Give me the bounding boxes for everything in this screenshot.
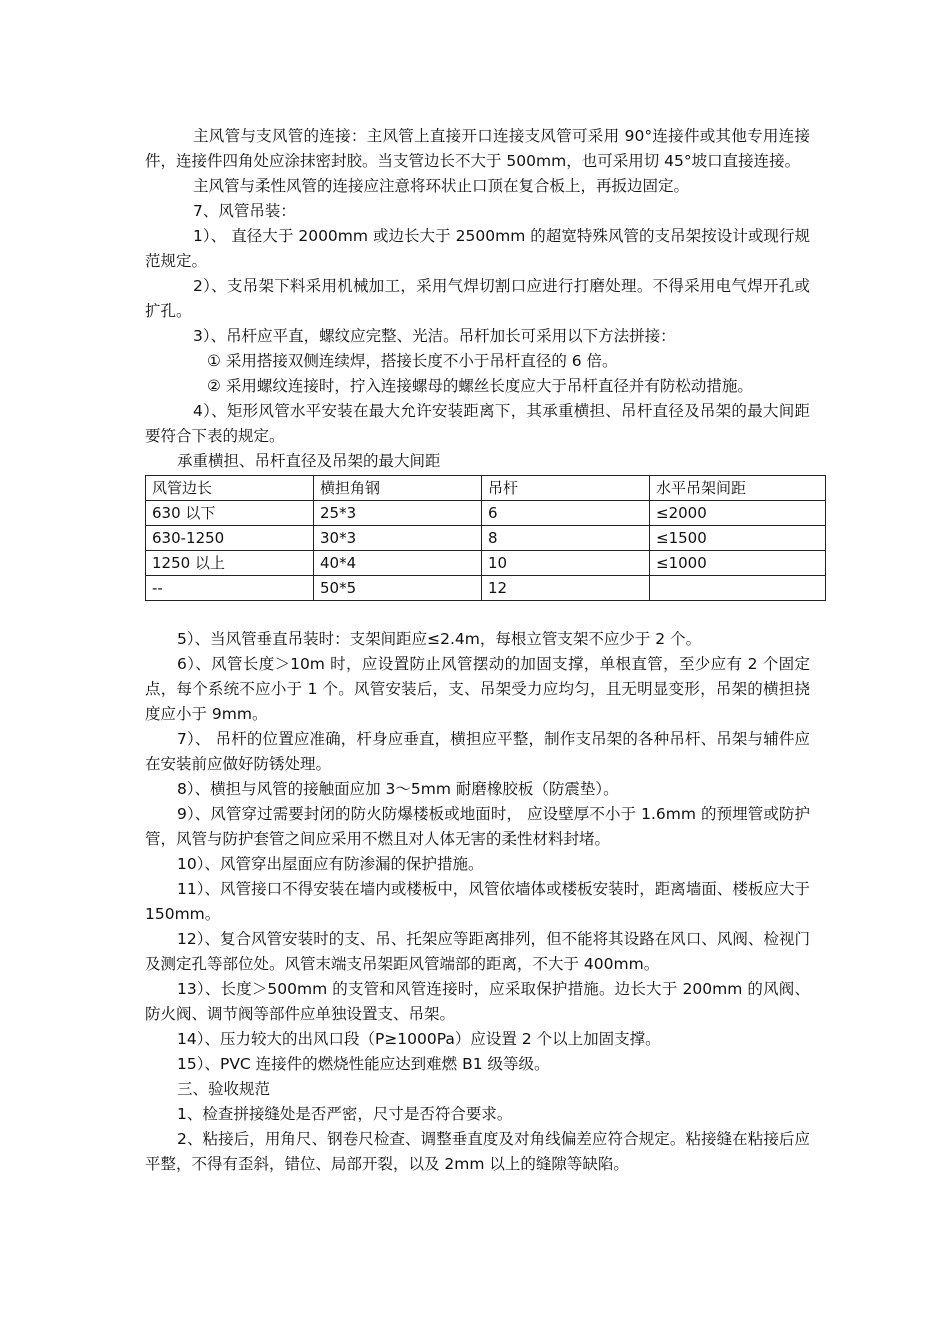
paragraph: 1）、 直径大于 2000mm 或边长大于 2500mm 的超宽特殊风管的支吊架按设计或现行规范规定。 bbox=[145, 227, 810, 270]
spacing-table bbox=[145, 475, 826, 601]
table-cell: 630-1250 bbox=[146, 526, 314, 551]
paragraph: 2）、支吊架下料采用机械加工，采用气焊切割口应进行打磨处理。不得采用电气焊开孔或扩孔。 bbox=[145, 277, 810, 320]
table-header-cell: 水平吊架间距 bbox=[650, 476, 826, 501]
section-heading: 三、验收规范 bbox=[177, 1080, 271, 1098]
paragraph: 1、检查拼接缝处是否严密，尺寸是否符合要求。 bbox=[177, 1105, 513, 1123]
table-header-row bbox=[146, 476, 826, 501]
table-cell: ≤1500 bbox=[650, 526, 826, 551]
paragraph: 13）、长度＞500mm 的支管和风管连接时，应采取保护措施。边长大于 200mm 的风阀、防火阀、调节阀等部件应单独设置支、吊架。 bbox=[145, 980, 810, 1023]
paragraph: 12）、复合风管安装时的支、吊、托架应等距离排列，但不能将其设路在风口、风阀、检视门及测定孔等部位处。风管末端支吊架距风管端部的距离，不大于 400mm。 bbox=[145, 930, 810, 973]
paragraph: 10）、风管穿出屋面应有防渗漏的保护措施。 bbox=[177, 855, 484, 873]
paragraph: 14）、压力较大的出风口段（P≥1000Pa）应设置 2 个以上加固支撑。 bbox=[177, 1030, 661, 1048]
list-item: ① 采用搭接双侧连续焊，搭接长度不小于吊杆直径的 6 倍。 bbox=[207, 352, 618, 370]
table-cell: 6 bbox=[482, 501, 650, 526]
table-header-cell: 横担角钢 bbox=[314, 476, 482, 501]
table-cell: 30*3 bbox=[314, 526, 482, 551]
paragraph: 8）、横担与风管的接触面应加 3～5mm 耐磨橡胶板（防震垫）。 bbox=[177, 780, 619, 798]
table-cell: ≤1000 bbox=[650, 551, 826, 576]
table-cell: 630 以下 bbox=[146, 501, 314, 526]
paragraph: 11）、风管接口不得安装在墙内或楼板中，风管依墙体或楼板安装时，距离墙面、楼板应大于 150mm。 bbox=[145, 880, 810, 923]
table-cell: ≤2000 bbox=[650, 501, 826, 526]
paragraph: 4）、矩形风管水平安装在最大允许安装距离下，其承重横担、吊杆直径及吊架的最大间距要符合下表的规定。 bbox=[145, 402, 810, 445]
table-header-cell: 风管边长 bbox=[146, 476, 314, 501]
paragraph: 7）、 吊杆的位置应准确，杆身应垂直，横担应平整，制作支吊架的各种吊杆、吊架与辅件应在安装前应做好防锈处理。 bbox=[145, 730, 810, 773]
table-cell: 50*5 bbox=[314, 576, 482, 601]
table-cell: 40*4 bbox=[314, 551, 482, 576]
paragraph: 5）、当风管垂直吊装时：支架间距应≤2.4m，每根立管支架不应少于 2 个。 bbox=[177, 630, 702, 648]
table-header-cell: 吊杆 bbox=[482, 476, 650, 501]
paragraph: 主风管与柔性风管的连接应注意将环状止口顶在复合板上，再扳边固定。 bbox=[193, 177, 690, 195]
table-cell: 10 bbox=[482, 551, 650, 576]
table-cell: 8 bbox=[482, 526, 650, 551]
table-row bbox=[146, 551, 826, 576]
table-caption: 承重横担、吊杆直径及吊架的最大间距 bbox=[177, 452, 441, 470]
paragraph: 3）、吊杆应平直，螺纹应完整、光洁。吊杆加长可采用以下方法拼接： bbox=[193, 327, 676, 345]
table-cell: 25*3 bbox=[314, 501, 482, 526]
table-row bbox=[146, 501, 826, 526]
paragraph: 2、粘接后，用角尺、钢卷尺检查、调整垂直度及对角线偏差应符合规定。粘接缝在粘接后应平整，不得有歪斜，错位、局部开裂，以及 2mm 以上的缝隙等缺陷。 bbox=[145, 1130, 810, 1173]
table-cell bbox=[650, 576, 826, 601]
paragraph: 6）、风管长度＞10m 时，应设置防止风管摆动的加固支撑，单根直管，至少应有 2 个固定点，每个系统不应小于 1 个。风管安装后，支、吊架受力应均匀，且无明显变形，吊架的横担挠度应小于 9mm。 bbox=[145, 655, 810, 723]
paragraph: 9）、风管穿过需要封闭的防火防爆楼板或地面时， 应设壁厚不小于 1.6mm 的预埋管或防护管，风管与防护套管之间应采用不燃且对人体无害的柔性材料封堵。 bbox=[145, 805, 810, 848]
table-cell: 12 bbox=[482, 576, 650, 601]
paragraph: 15）、PVC 连接件的燃烧性能应达到难燃 B1 级等级。 bbox=[177, 1055, 550, 1073]
table-cell: 1250 以上 bbox=[146, 551, 314, 576]
spacer bbox=[145, 601, 810, 627]
table-row bbox=[146, 576, 826, 601]
list-item: ② 采用螺纹连接时，拧入连接螺母的螺丝长度应大于吊杆直径并有防松动措施。 bbox=[207, 377, 753, 395]
table-cell: -- bbox=[146, 576, 314, 601]
section-heading: 7、风管吊装： bbox=[193, 202, 296, 220]
table-row bbox=[146, 526, 826, 551]
paragraph: 主风管与支风管的连接：主风管上直接开口连接支风管可采用 90°连接件或其他专用连接件，连接件四角处应涂抹密封胶。当支管边长不大于 500mm，也可采用切 45°坡口直接连接。 bbox=[145, 127, 810, 170]
document-page bbox=[145, 124, 810, 1177]
